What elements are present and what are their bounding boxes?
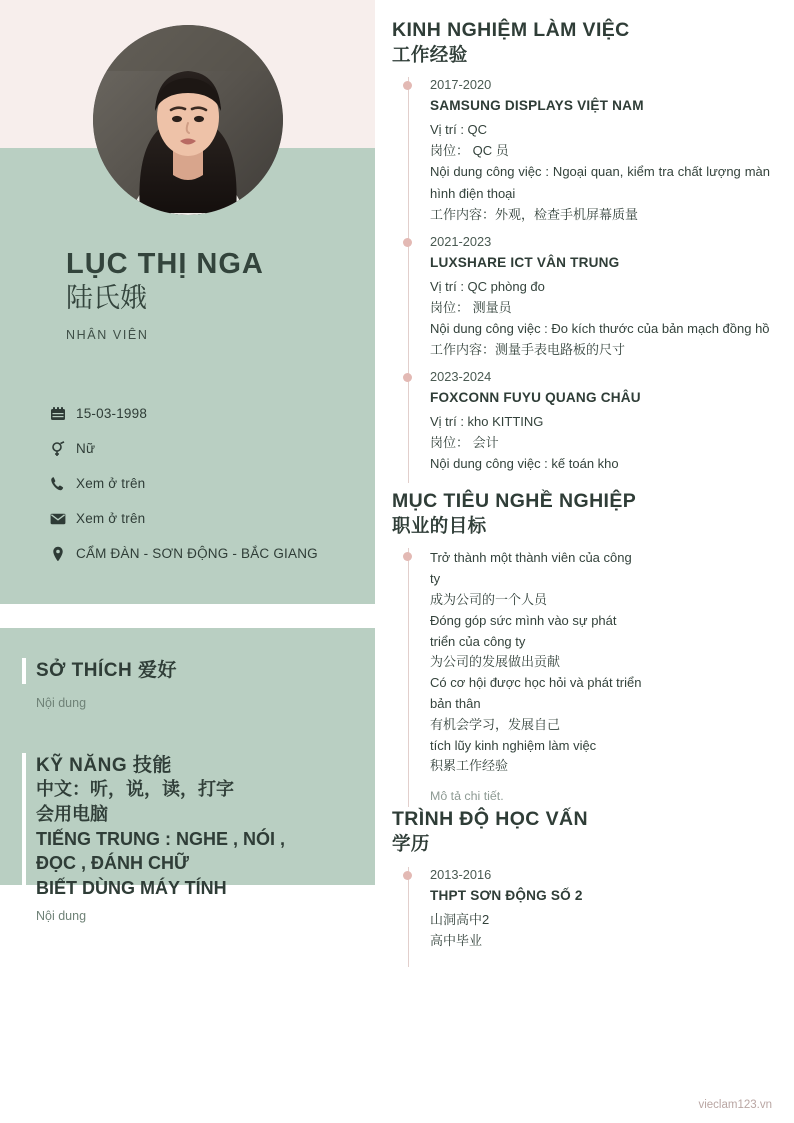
education-timeline (408, 867, 770, 967)
experience-title-vi: KINH NGHIỆM LÀM VIỆC (392, 19, 630, 41)
skill-line: BIẾT DÙNG MÁY TÍNH (36, 878, 227, 899)
experience-detail: 工作内容：外观，检查手机屏幕质量 (430, 206, 639, 222)
skills-lines (36, 777, 285, 901)
objective-note: Mô tả chi tiết. (430, 789, 504, 804)
experience-detail: Vị trí : kho KITTING (430, 413, 544, 429)
skills-content: Nội dung (36, 909, 87, 924)
full-name-cn: 陆氏娥 (66, 283, 147, 314)
objective-line: Có cơ hội được học hỏi và phát triển bản thân (430, 675, 642, 711)
experience-company: SAMSUNG DISPLAYS VIỆT NAM (430, 98, 644, 114)
education-school: THPT SƠN ĐỘNG SỐ 2 (430, 887, 583, 903)
contact-text: 15-03-1998 (76, 406, 148, 421)
experience-detail: 岗位： 测量员 (430, 299, 512, 315)
contact-text: Xem ở trên (76, 476, 146, 491)
experience-item (430, 234, 770, 369)
education-detail: 高中毕业 (430, 932, 483, 948)
skills-title-cn: 技能 (132, 755, 172, 776)
hobbies-content: Nội dung (36, 696, 87, 710)
experience-item (430, 369, 770, 483)
experience-detail: 岗位： QC 员 (430, 143, 509, 159)
experience-detail: Nội dung công việc : kế toán kho (430, 455, 619, 471)
full-name-vi: LỤC THỊ NGA (66, 248, 264, 280)
objective-line: 有机会学习，发展自己 (430, 716, 561, 732)
white-divider (0, 604, 375, 628)
experience-company: FOXCONN FUYU QUANG CHÂU (430, 389, 641, 405)
skill-line: TIẾNG TRUNG : NGHE , NÓI , (36, 828, 286, 849)
objective-line: 成为公司的一个人员 (430, 591, 548, 607)
education-title (392, 807, 770, 856)
portrait-photo-icon (93, 25, 283, 215)
experience-detail: 岗位： 会计 (430, 434, 499, 450)
experience-date: 2021-2023 (430, 233, 492, 249)
contact-text: CẨM ĐÀN - SƠN ĐỘNG - BẮC GIANG (76, 546, 318, 561)
contact-item-phone (50, 466, 318, 501)
contact-item-gender (50, 431, 318, 466)
email-icon (50, 511, 76, 527)
avatar (93, 25, 283, 215)
contact-text: Xem ở trên (76, 511, 146, 526)
section-skills (36, 750, 285, 923)
phone-icon (50, 476, 76, 492)
objective-line: Trở thành một thành viên của công ty (430, 550, 632, 587)
contact-text: Nữ (76, 441, 96, 456)
timeline-dot-icon (403, 552, 412, 561)
skills-title-vi: KỸ NĂNG (36, 755, 128, 776)
experience-company: LUXSHARE ICT VÂN TRUNG (430, 254, 620, 270)
education-title-vi: TRÌNH ĐỘ HỌC VẤN (392, 808, 588, 831)
objective-title (392, 489, 770, 538)
skill-line: ĐỌC , ĐÁNH CHỮ (36, 853, 189, 874)
contact-list (50, 396, 318, 571)
hobbies-title: SỞ THÍCH 爱好 (36, 660, 177, 681)
gender-icon (50, 441, 76, 457)
skills-title (36, 750, 285, 777)
education-date: 2013-2016 (430, 866, 492, 882)
experience-detail: 工作内容：测量手表电路板的尺寸 (430, 341, 626, 357)
objective-line: Đóng góp sức mình vào sự phát triển của công ty (430, 612, 617, 649)
experience-title (392, 18, 770, 67)
experience-detail: Nội dung công việc : Ngoại quan, kiểm tra chất lượng màn hình điện thoại (430, 164, 770, 201)
objective-line: tích lũy kinh nghiệm làm việc (430, 737, 597, 753)
experience-date: 2017-2020 (430, 77, 492, 93)
experience-detail: Nội dung công việc : Đo kích thước của bản mạch đồng hồ (430, 320, 770, 336)
contact-item-email (50, 501, 318, 536)
timeline-dot-icon (403, 871, 412, 880)
education-item (430, 867, 770, 960)
left-column (0, 0, 375, 1123)
timeline-dot-icon (403, 238, 412, 247)
section-accent-bar (22, 658, 26, 684)
objective-line: 积累工作经验 (430, 758, 509, 774)
watermark: vieclam123.vn (698, 1099, 772, 1111)
experience-timeline (408, 77, 770, 483)
right-column (375, 0, 794, 1123)
education-detail: 山洞高中2 (430, 911, 490, 927)
experience-title-cn: 工作经验 (392, 44, 468, 66)
objective-title-cn: 职业的目标 (392, 515, 487, 537)
skill-line: 会用电脑 (36, 803, 108, 824)
objective-line: 为公司的发展做出贡献 (430, 654, 561, 670)
objective-timeline (408, 548, 770, 807)
skill-line: 中文：听，说，读，打字 (36, 779, 234, 799)
contact-item-birthdate (50, 396, 318, 431)
contact-item-address (50, 536, 318, 571)
calendar-icon (50, 406, 76, 422)
experience-date: 2023-2024 (430, 368, 492, 384)
experience-detail: Vị trí : QC phòng đo (430, 278, 545, 294)
experience-detail: Vị trí : QC (430, 122, 488, 138)
location-icon (50, 546, 76, 562)
timeline-dot-icon (403, 81, 412, 90)
experience-item (430, 77, 770, 233)
timeline-dot-icon (403, 373, 412, 382)
name-block (22, 248, 375, 342)
education-title-cn: 学历 (392, 833, 430, 855)
job-role: NHÂN VIÊN (66, 328, 149, 343)
objective-item (430, 548, 770, 807)
section-hobbies (36, 655, 177, 710)
objective-title-vi: MỤC TIÊU NGHỀ NGHIỆP (392, 489, 637, 512)
section-accent-bar (22, 753, 26, 911)
